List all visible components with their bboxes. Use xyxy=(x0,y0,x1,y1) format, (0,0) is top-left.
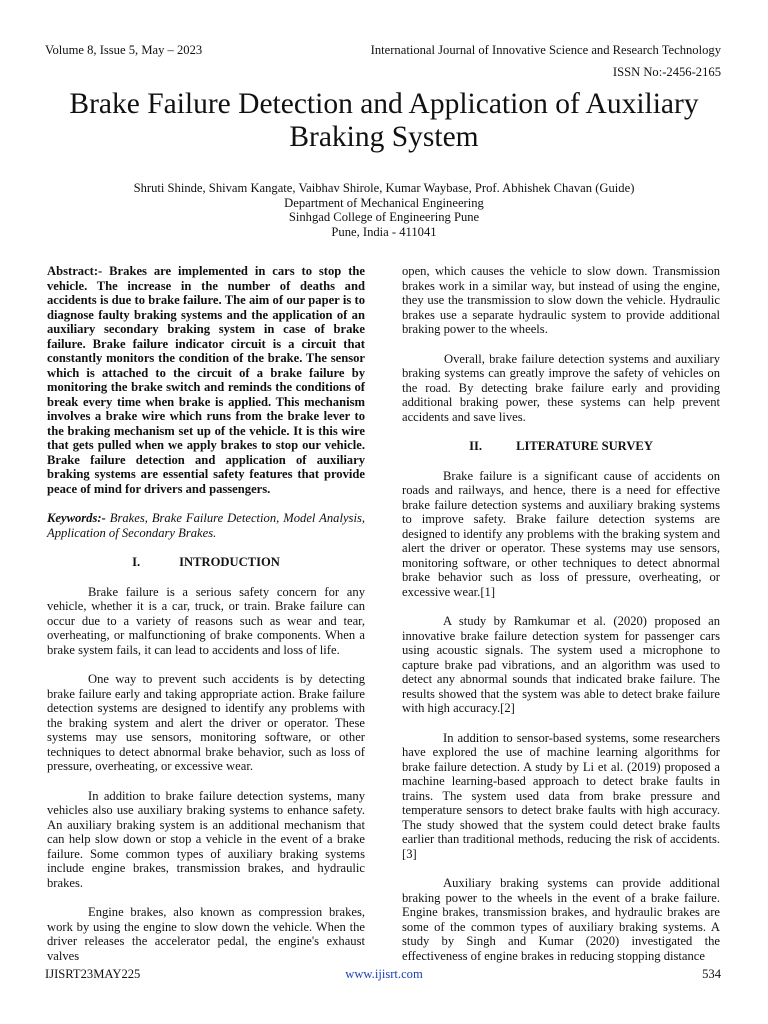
paragraph: Brake failure is a significant cause of accidents on roads and railways, and hence, there is a need for effective brake failure detection systems and auxiliary braking systems to improve safety. Brake failure detection systems are designed to identify any problems with the braking system and alert the driver or operator. These systems may use sensors, monitoring software, or other techniques to detect abnormal brake behavior such as loss of pressure, overheating, or excessive wear.[1] xyxy=(402,468,720,599)
page-number: 534 xyxy=(702,967,721,981)
title-line-1: Brake Failure Detection and Application of Auxiliary xyxy=(69,88,699,120)
paragraph: Brake failure is a serious safety concern for any vehicle, whether it is a car, truck, or train. Brake failure can occur due to a variety of reasons such as wear and tear, overheating, or malfunctioning of brake components. When a brake system fails, it can lead to accidents and loss of life. xyxy=(47,584,365,657)
left-column xyxy=(47,264,365,963)
right-column xyxy=(402,264,720,963)
paper-title xyxy=(0,88,768,154)
section-title: LITERATURE SURVEY xyxy=(516,439,653,453)
title-line-2: Braking System xyxy=(289,121,479,153)
section-heading-introduction xyxy=(47,555,365,570)
paragraph: A study by Ramkumar et al. (2020) proposed an innovative brake failure detection system for passenger cars using acoustic signals. The system used a microphone to capture brake pad vibrations, and an algorithm was used to detect any abnormal sounds that indicated brake failure. The results showed that the system was able to detect brake failure with high accuracy.[2] xyxy=(402,614,720,715)
college: Sinhgad College of Engineering Pune xyxy=(288,210,480,224)
journal-name: International Journal of Innovative Science and Research Technology xyxy=(370,43,721,57)
section-number: II. xyxy=(469,439,483,453)
section-number: I. xyxy=(132,555,141,569)
location: Pune, India - 411041 xyxy=(331,224,437,239)
abstract: Abstract:- Brakes are implemented in cars to stop the vehicle. The increase in the number of deaths and accidents is due to brake failure. The aim of our paper is to diagnose faulty braking systems and the application of an auxiliary secondary braking system in case of brake failure. Brake failure indicator circuit is a circuit that constantly monitors the condition of the brake. The sensor which is attached to the circuit of a brake failure by monitoring the brake switch and reminds the conditions of break every time when brake is applied. This mechanism involves a brake wire which runs from the brake lever to the braking mechanism set up of the vehicle. It is this wire that gets pulled when we apply brakes to stop our vehicle. Brake failure detection and application of auxiliary braking systems are essential safety features that provide peace of mind for drivers and passengers. xyxy=(47,264,365,496)
section-title: INTRODUCTION xyxy=(179,555,280,569)
department: Department of Mechanical Engineering xyxy=(284,195,484,210)
author-names: Shruti Shinde, Shivam Kangate, Vaibhav Shirole, Kumar Waybase, Prof. Abhishek Chavan (Guide) xyxy=(133,181,635,195)
author-block xyxy=(0,181,768,239)
keywords-text: Brakes, Brake Failure Detection, Model Analysis, Application of Secondary Brakes. xyxy=(47,511,365,540)
paragraph: One way to prevent such accidents is by detecting brake failure early and taking appropriate action. Brake failure detection systems are designed to identify any problems with the braking system and alert the driver or operator. These systems may use sensors, monitoring software, or other techniques to detect abnormal brake behavior, such as loss of pressure, overheating, or excessive wear. xyxy=(47,672,365,773)
keywords-label: Keywords:- xyxy=(47,511,106,525)
paragraph: Engine brakes, also known as compression brakes, work by using the engine to slow down the vehicle. When the driver releases the accelerator pedal, the engine's exhaust valves xyxy=(47,905,365,963)
paper-id: IJISRT23MAY225 xyxy=(45,967,141,981)
paragraph: In addition to brake failure detection systems, many vehicles also use auxiliary braking systems to enhance safety. An auxiliary braking system is an additional mechanism that can help slow down or stop a vehicle in the event of a brake failure. Some common types of auxiliary braking systems include engine brakes, transmission brakes, and hydraulic brakes. xyxy=(47,788,365,890)
paragraph: In addition to sensor-based systems, some researchers have explored the use of machine learning algorithms for brake failure detection. A study by Li et al. (2019) proposed a machine learning-based approach to detect brake faults in trains. The system used data from brake pressure and temperature sensors to detect brake faults with high accuracy. The study showed that the system could detect brake faults earlier than traditional methods, reducing the risk of accidents.[3] xyxy=(402,730,720,861)
paragraph: Overall, brake failure detection systems and auxiliary braking systems can greatly improve the safety of vehicles on the road. By detecting brake failure early and providing additional braking power, these systems can help prevent accidents and save lives. xyxy=(402,351,720,424)
website-link[interactable]: www.ijisrt.com xyxy=(345,967,423,981)
section-heading-literature-survey xyxy=(402,439,720,454)
volume-issue: Volume 8, Issue 5, May – 2023 xyxy=(45,43,203,57)
keywords xyxy=(47,511,365,540)
paragraph: open, which causes the vehicle to slow down. Transmission brakes work in a similar way, but instead of using the engine, they use the transmission to slow down the vehicle. Hydraulic brakes use a separate hydraulic system to provide additional braking power to the wheels. xyxy=(402,264,720,336)
paragraph: Auxiliary braking systems can provide additional braking power to the wheels in the event of a brake failure. Engine brakes, transmission brakes, and hydraulic brakes are some of the common types of auxiliary braking systems. A study by Singh and Kumar (2020) investigated the effectiveness of engine brakes in reducing stopping distance xyxy=(402,876,720,963)
issn: ISSN No:-2456-2165 xyxy=(612,65,721,79)
